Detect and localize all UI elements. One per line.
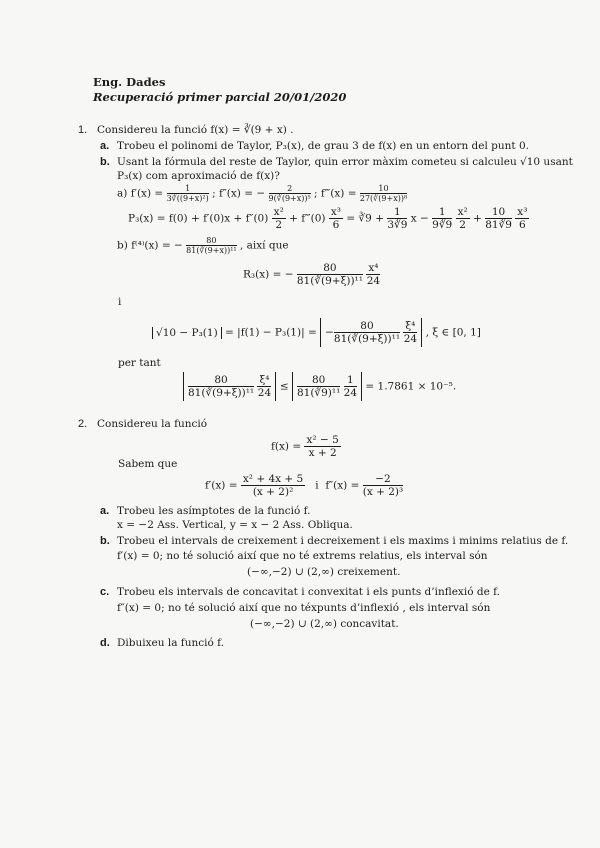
q2b-solution: f′(x) = 0; no té solució així que no té extrems relatius, els interval són bbox=[117, 550, 488, 562]
deriv3-fraction: $\frac{10}{\text{27(∛(9+x))⁸}}$ bbox=[359, 184, 408, 203]
deriv1-prefix: a) f′(x) = bbox=[117, 187, 164, 200]
word-i: i bbox=[118, 296, 122, 308]
fin-le: ≤ bbox=[279, 380, 289, 393]
error-bound: $\frac{80}{\text{81(∛(9+ξ))¹¹}}$ $\frac{\text{ξ⁴}}{24}$ ≤ $\frac{80}{\text{81(∛9)¹¹}}$ $\frac{1}{24}$ = 1.7861 × 10⁻⁵. bbox=[183, 372, 456, 401]
q1b-text-line1: Usant la fórmula del reste de Taylor, quin error màxim cometeu si calculeu √10 usant bbox=[117, 156, 573, 168]
abs-mid: = |f(1) − P₃(1)| = bbox=[225, 326, 317, 339]
exam-title: Recuperació primer parcial 20/01/2020 bbox=[93, 90, 347, 104]
fin-result: = 1.7861 × 10⁻⁵. bbox=[365, 380, 457, 393]
p3-eq: = ∛9 + bbox=[346, 212, 384, 225]
p3-coef1: $\frac{1}{3∛9}$ bbox=[387, 206, 408, 231]
abs-range: , ξ ∈ [0, 1] bbox=[425, 326, 481, 339]
error-expression bbox=[152, 318, 481, 347]
q2-stem: Considereu la funció bbox=[97, 418, 208, 430]
fourth-derivative bbox=[117, 236, 289, 255]
q2c-solution-interval: (−∞,−2) ∪ (2,∞) concavitat. bbox=[250, 618, 399, 630]
q1a-text: Trobeu el polinomi de Taylor, P₃(x), de grau 3 de f(x) en un entorn del punt 0. bbox=[117, 140, 529, 152]
p3-x2-over-2: $\frac{\text{x²}}{2}$ bbox=[273, 206, 284, 231]
q2a-label: a. bbox=[100, 505, 110, 517]
f4-prefix: b) f⁽⁴⁾(x) = − bbox=[117, 239, 183, 252]
q2-sabem: Sabem que bbox=[118, 458, 178, 470]
f4-fraction: $\frac{80}{\text{81(∛(9+x))¹¹}}$ bbox=[186, 236, 237, 255]
deriv2-prefix: ; f″(x) = − bbox=[212, 187, 266, 200]
p3-mid: + f‴(0) bbox=[289, 212, 326, 225]
q1b-label: b. bbox=[100, 156, 110, 168]
r-lhs: R₃(x) = − bbox=[243, 268, 294, 281]
r-x4-fraction: $\frac{\text{x⁴}}{24}$ bbox=[366, 262, 381, 287]
p3-plus: + bbox=[473, 212, 482, 225]
q2-function: f(x) = $\frac{\text{x² − 5}}{x + 2}$ bbox=[271, 434, 339, 459]
deriv1-fraction: $\frac{1}{\text{3∛((9+x)²)}}$ bbox=[166, 184, 209, 203]
p3-coef3: $\frac{10}{81∛9}$ bbox=[485, 206, 512, 231]
abs-rhs: − $\frac{80}{\text{81(∛(9+ξ))¹¹}}$ $\frac{\text{ξ⁴}}{24}$ bbox=[320, 318, 422, 347]
q2-derivatives: f′(x) = $\frac{\text{x² + 4x + 5}}{\text{(x + 2)²}}$ i f″(x) = $\frac{-2}{\text{(x + 2)³}}$ bbox=[205, 473, 404, 498]
per-tant: per tant bbox=[118, 357, 161, 369]
q2d-label: d. bbox=[100, 637, 110, 649]
p3-x2-over-2-b: $\frac{\text{x²}}{2}$ bbox=[457, 206, 468, 231]
deriv2-fraction: $\frac{2}{\text{9(∛(9+x))⁵}}$ bbox=[268, 184, 311, 203]
r-fraction: $\frac{80}{\text{81(∛(9+ξ))¹¹}}$ bbox=[296, 262, 363, 287]
q2c-solution: f″(x) = 0; no té solució així que no téxpunts d’inflexió , els interval són bbox=[117, 602, 491, 614]
q2a-text: Trobeu les asímptotes de la funció f. bbox=[117, 505, 311, 517]
q1-solution-derivatives bbox=[117, 184, 407, 203]
q2c-label: c. bbox=[100, 586, 110, 598]
f4-suffix: , així que bbox=[239, 239, 289, 252]
q1-stem: Considereu la funció f(x) = ∛(9 + x) . bbox=[97, 124, 294, 136]
q1b-text-line2: P₃(x) com aproximació de f(x)? bbox=[117, 170, 280, 182]
taylor-remainder bbox=[243, 262, 380, 287]
q2d-text: Dibuixeu la funció f. bbox=[117, 637, 224, 649]
p3-coef2: $\frac{1}{9∛9}$ bbox=[432, 206, 453, 231]
course-title: Eng. Dades bbox=[93, 75, 166, 89]
q2c-text: Trobeu els intervals de concavitat i convexitat i els punts d’inflexió de f. bbox=[117, 586, 500, 598]
q2b-solution-interval: (−∞,−2) ∪ (2,∞) creixement. bbox=[247, 566, 401, 578]
taylor-polynomial bbox=[128, 206, 529, 231]
q2a-solution: x = −2 Ass. Vertical, y = x − 2 Ass. Obliqua. bbox=[117, 519, 353, 531]
p3-x3-over-6-a: $\frac{\text{x³}}{6}$ bbox=[330, 206, 341, 231]
q2-number: 2. bbox=[78, 418, 88, 430]
p3-lhs: P₃(x) = f(0) + f′(0)x + f″(0) bbox=[128, 212, 269, 225]
q2b-text: Trobeu el intervals de creixement i decreixement i els maxims i minims relatius de f. bbox=[117, 535, 569, 547]
p3-x3-over-6-b: $\frac{\text{x³}}{6}$ bbox=[517, 206, 528, 231]
deriv3-prefix: ; f‴(x) = bbox=[314, 187, 357, 200]
abs-lhs: √10 − P₃(1) bbox=[152, 327, 222, 339]
q1-number: 1. bbox=[78, 124, 88, 136]
p3-x: x − bbox=[410, 212, 429, 225]
q1a-label: a. bbox=[100, 140, 110, 152]
q2b-label: b. bbox=[100, 535, 110, 547]
